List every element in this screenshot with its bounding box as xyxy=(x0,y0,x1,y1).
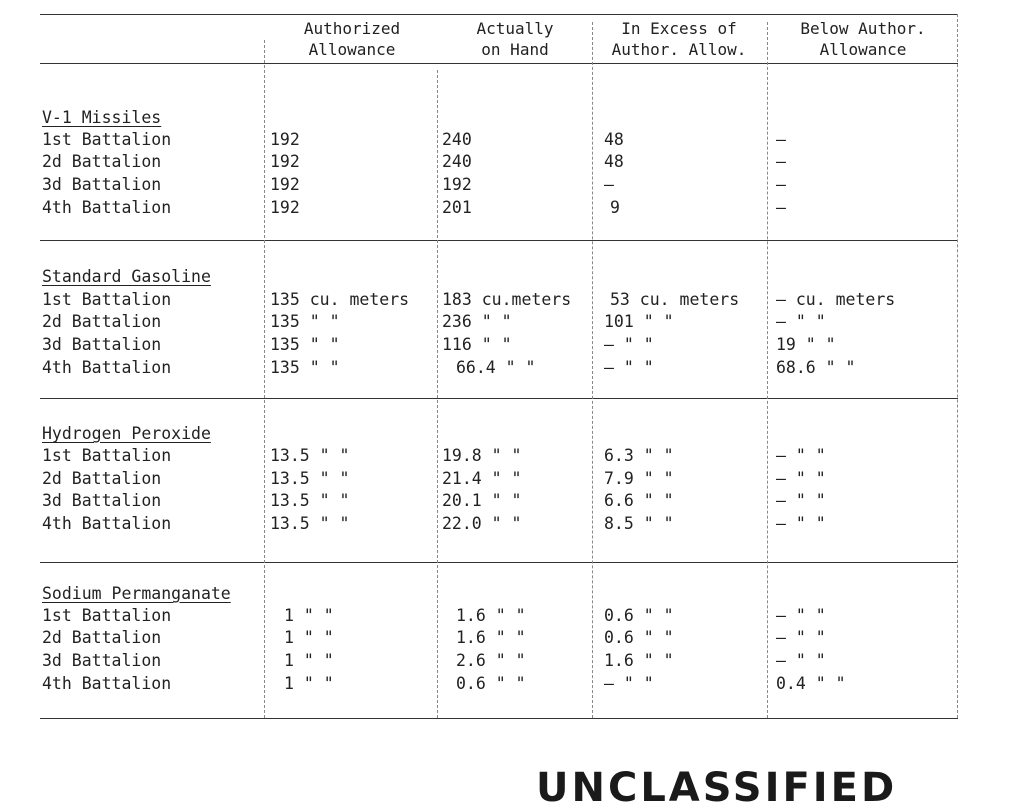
cell-authorized: 13.5 " " xyxy=(270,446,350,465)
header-line: Allowance xyxy=(819,40,907,59)
cell-authorized: 135 cu. meters xyxy=(270,290,410,309)
row-label: 4th Battalion xyxy=(42,358,172,377)
cell-authorized: 135 " " xyxy=(270,358,340,377)
row-label: 2d Battalion xyxy=(42,469,162,488)
cell-on-hand: 2.6 " " xyxy=(456,651,526,670)
cell-below: — " " xyxy=(776,312,826,331)
cell-authorized: 192 xyxy=(270,130,300,149)
row-label: 1st Battalion xyxy=(42,606,172,625)
cell-below: — " " xyxy=(776,628,826,647)
header-line: on Hand xyxy=(481,40,549,59)
cell-authorized: 1 " " xyxy=(284,651,334,670)
cell-below: 0.4 " " xyxy=(776,674,846,693)
column-separator xyxy=(437,70,438,718)
cell-on-hand: 20.1 " " xyxy=(442,491,522,510)
cell-authorized: 135 " " xyxy=(270,312,340,331)
cell-below: — xyxy=(776,198,786,217)
cell-on-hand: 21.4 " " xyxy=(442,469,522,488)
cell-below: — " " xyxy=(776,469,826,488)
cell-excess: 9 xyxy=(610,198,620,217)
cell-authorized: 135 " " xyxy=(270,335,340,354)
cell-below: — " " xyxy=(776,514,826,533)
cell-excess: — " " xyxy=(604,358,654,377)
cell-excess: 53 cu. meters xyxy=(610,290,740,309)
cell-excess: 0.6 " " xyxy=(604,606,674,625)
cell-excess: 101 " " xyxy=(604,312,674,331)
cell-on-hand: 22.0 " " xyxy=(442,514,522,533)
cell-on-hand: 183 cu.meters xyxy=(442,290,572,309)
cell-excess: 48 xyxy=(604,152,624,171)
cell-excess: 6.6 " " xyxy=(604,491,674,510)
row-label: 1st Battalion xyxy=(42,290,172,309)
row-label: 4th Battalion xyxy=(42,514,172,533)
cell-below: — xyxy=(776,152,786,171)
header-below-author xyxy=(770,18,956,60)
cell-below: — xyxy=(776,175,786,194)
cell-below: — xyxy=(776,130,786,149)
cell-excess: — " " xyxy=(604,674,654,693)
row-label: 4th Battalion xyxy=(42,198,172,217)
table-top-rule xyxy=(40,14,958,15)
column-separator xyxy=(957,14,958,718)
section-rule xyxy=(40,398,958,399)
cell-below: — " " xyxy=(776,491,826,510)
cell-excess: — xyxy=(604,175,614,194)
header-in-excess xyxy=(594,18,764,60)
cell-below: — " " xyxy=(776,446,826,465)
cell-authorized: 1 " " xyxy=(284,628,334,647)
cell-on-hand: 0.6 " " xyxy=(456,674,526,693)
cell-on-hand: 116 " " xyxy=(442,335,512,354)
cell-excess: — " " xyxy=(604,335,654,354)
cell-excess: 1.6 " " xyxy=(604,651,674,670)
header-line: Below Author. xyxy=(800,19,926,38)
cell-authorized: 192 xyxy=(270,198,300,217)
section-rule xyxy=(40,240,958,241)
row-label: 2d Battalion xyxy=(42,312,162,331)
cell-below: — " " xyxy=(776,606,826,625)
cell-on-hand: 240 xyxy=(442,130,472,149)
cell-excess: 0.6 " " xyxy=(604,628,674,647)
cell-authorized: 1 " " xyxy=(284,674,334,693)
cell-authorized: 192 xyxy=(270,175,300,194)
cell-authorized: 1 " " xyxy=(284,606,334,625)
header-line: Author. Allow. xyxy=(611,40,747,59)
cell-below: 19 " " xyxy=(776,335,836,354)
section-title: Hydrogen Peroxide xyxy=(42,424,211,443)
cell-excess: 6.3 " " xyxy=(604,446,674,465)
cell-authorized: 192 xyxy=(270,152,300,171)
classification-stamp: UNCLASSIFIED xyxy=(536,765,898,811)
table-bottom-rule xyxy=(40,718,958,719)
cell-on-hand: 236 " " xyxy=(442,312,512,331)
section-rule xyxy=(40,562,958,563)
cell-below: — cu. meters xyxy=(776,290,896,309)
cell-on-hand: 66.4 " " xyxy=(456,358,536,377)
cell-authorized: 13.5 " " xyxy=(270,514,350,533)
column-separator xyxy=(264,40,265,718)
cell-excess: 8.5 " " xyxy=(604,514,674,533)
header-line: Actually xyxy=(476,19,554,38)
column-separator xyxy=(767,22,768,718)
cell-excess: 48 xyxy=(604,130,624,149)
row-label: 3d Battalion xyxy=(42,175,162,194)
cell-on-hand: 1.6 " " xyxy=(456,628,526,647)
row-label: 1st Battalion xyxy=(42,130,172,149)
header-actually-on-hand xyxy=(440,18,590,60)
cell-below: — " " xyxy=(776,651,826,670)
row-label: 3d Battalion xyxy=(42,491,162,510)
header-line: Allowance xyxy=(308,40,396,59)
header-authorized-allowance xyxy=(268,18,436,60)
row-label: 1st Battalion xyxy=(42,446,172,465)
section-title: Standard Gasoline xyxy=(42,267,211,286)
cell-on-hand: 1.6 " " xyxy=(456,606,526,625)
row-label: 4th Battalion xyxy=(42,674,172,693)
cell-excess: 7.9 " " xyxy=(604,469,674,488)
column-separator xyxy=(592,22,593,718)
row-label: 2d Battalion xyxy=(42,152,162,171)
header-rule xyxy=(40,63,958,64)
header-line: In Excess of xyxy=(621,19,737,38)
cell-authorized: 13.5 " " xyxy=(270,469,350,488)
section-title: Sodium Permanganate xyxy=(42,584,231,603)
cell-authorized: 13.5 " " xyxy=(270,491,350,510)
row-label: 3d Battalion xyxy=(42,335,162,354)
header-line: Authorized xyxy=(303,19,401,38)
cell-on-hand: 240 xyxy=(442,152,472,171)
cell-below: 68.6 " " xyxy=(776,358,856,377)
row-label: 3d Battalion xyxy=(42,651,162,670)
section-title: V-1 Missiles xyxy=(42,108,162,127)
row-label: 2d Battalion xyxy=(42,628,162,647)
cell-on-hand: 19.8 " " xyxy=(442,446,522,465)
cell-on-hand: 201 xyxy=(442,198,472,217)
cell-on-hand: 192 xyxy=(442,175,472,194)
